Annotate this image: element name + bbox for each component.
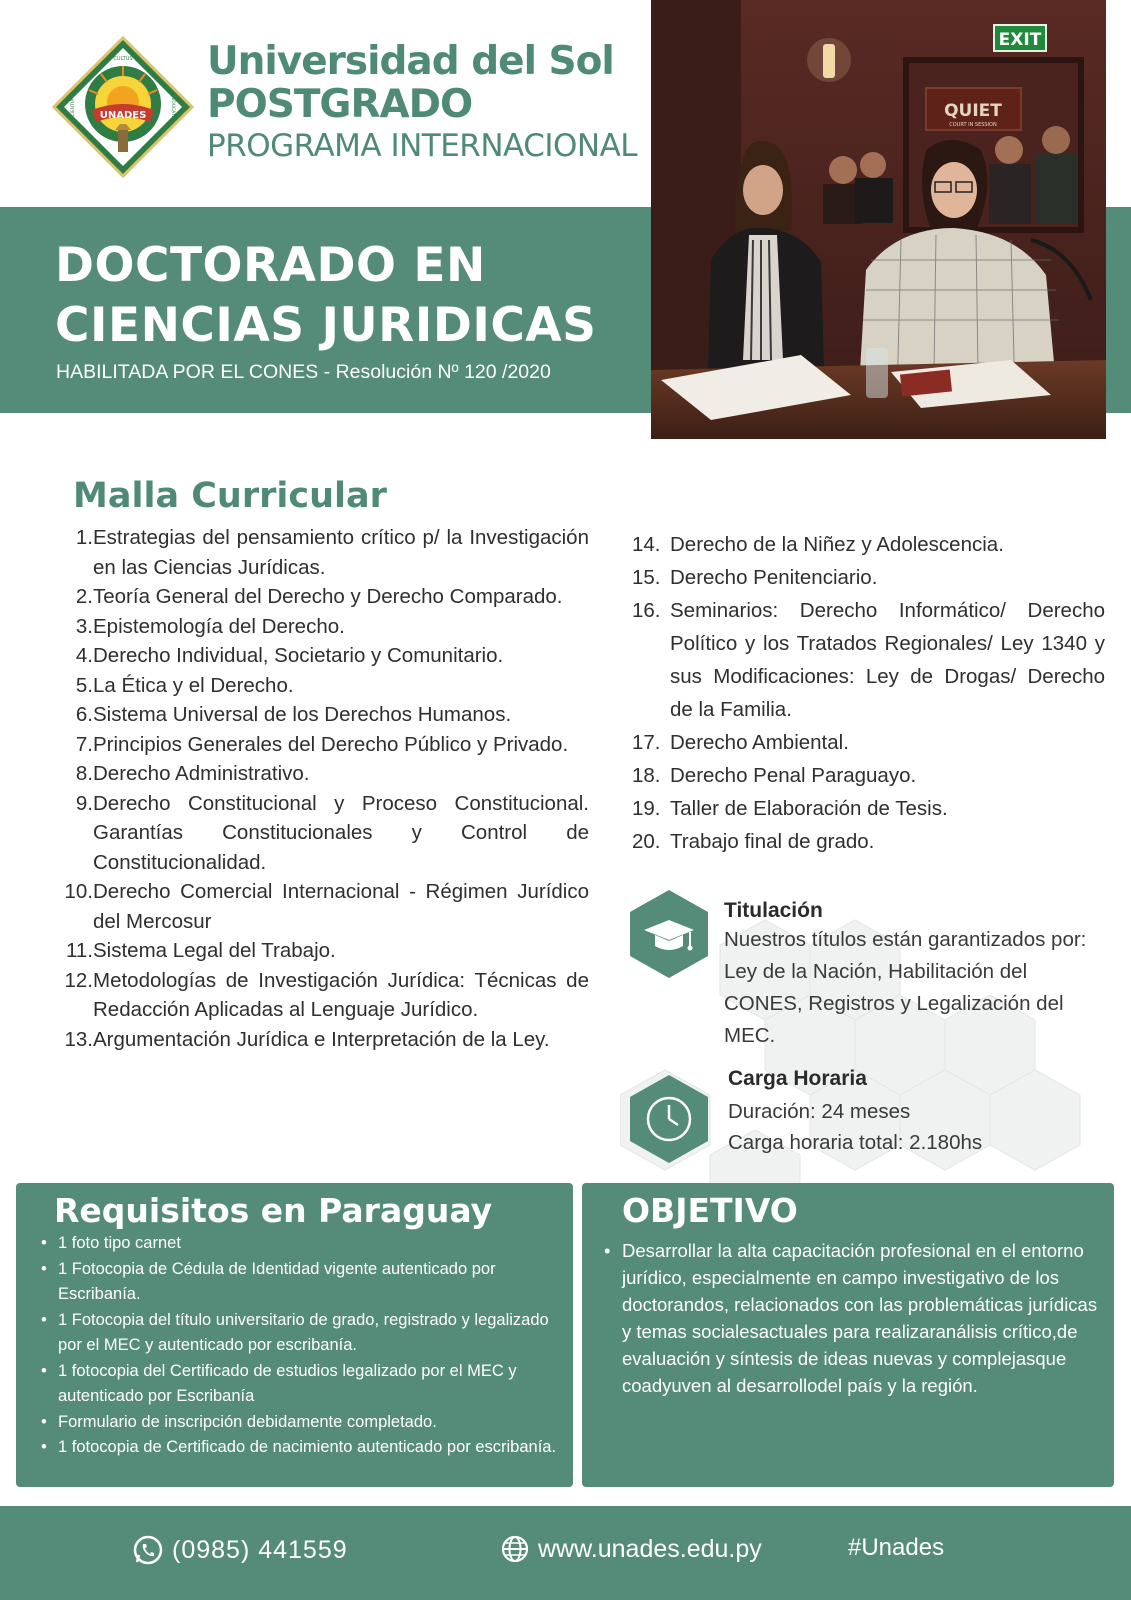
list-item: 7. Principios Generales del Derecho Público y Privado. <box>75 732 569 756</box>
duration-text: Duración: 24 meses <box>728 1100 911 1123</box>
quiet-sign-sub: COURT IN SESSION <box>949 122 997 128</box>
bullet-icon: • <box>604 1240 611 1261</box>
cones-resolution: HABILITADA POR EL CONES - Resolución Nº 120 /2020 <box>56 361 551 383</box>
objetivo-text-wrap <box>604 1237 1102 1399</box>
list-item: 13. Argumentación Jurídica e Interpretación de la Ley. <box>64 1027 550 1051</box>
list-item: 11. Sistema Legal del Trabajo. <box>66 939 336 962</box>
logo-ring-top: CULTUS <box>113 56 133 62</box>
unades-logo <box>52 36 194 178</box>
hashtag: #Unades <box>848 1534 945 1561</box>
list-item: 12. Metodologías de Investigación Jurídica: Técnicas de Redacción Aplicadas al Lenguaje Jurídico. <box>64 968 589 1021</box>
list-item: 3. Epistemología del Derecho. <box>75 614 345 638</box>
doctorate-title-line2: CIENCIAS JURIDICAS <box>55 298 597 353</box>
clock-icon <box>628 1073 710 1165</box>
list-item: 17. Derecho Ambiental. <box>632 731 849 754</box>
phone-number: (0985) 441559 <box>172 1535 348 1564</box>
website-url: www.unades.edu.py <box>538 1534 762 1563</box>
list-item: • 1 fotocopia de Certificado de nacimiento autenticado por escribanía. <box>40 1435 560 1461</box>
phone-contact[interactable] <box>132 1534 348 1566</box>
list-item: 5. La Ética y el Derecho. <box>75 673 294 697</box>
globe-icon <box>500 1534 530 1564</box>
list-item: • 1 Fotocopia de Cédula de Identidad vigente autenticado por Escribanía. <box>40 1257 560 1308</box>
logo-badge-text: UNADES <box>99 110 147 121</box>
curriculum-list-right <box>632 528 1105 858</box>
quiet-sign: QUIET <box>944 101 1002 121</box>
list-item: 14. Derecho de la Niñez y Adolescencia. <box>632 533 1004 556</box>
carga-horaria-text <box>728 1096 982 1158</box>
list-item: 6. Sistema Universal de los Derechos Humanos. <box>75 703 512 726</box>
objetivo-text: Desarrollar la alta capacitación profesional en el entorno jurídico, especialmente en campo investigativo de los doctorandos, relacionados con las problemáticas jurídicas y temas socialesactuales para realizaranálisis crítico,de evaluación y síntesis de ideas nuevas y complejasque coadyuven al desarrollodel país y la región. <box>622 1240 1098 1396</box>
logo-ring-right: EDUCATIO <box>170 97 175 121</box>
list-item: 16. Seminarios: Derecho Informático/ Derecho Político y los Tratados Regionales/ Ley 1340 y sus Modificaciones: Ley de Drogas/ Derecho de la Familia. <box>632 599 1105 721</box>
list-item: 2. Teoría General del Derecho y Derecho Comparado. <box>75 585 563 608</box>
graduation-cap-icon <box>628 888 710 980</box>
footer <box>0 1506 1131 1600</box>
doctorate-title-line1: DOCTORADO EN <box>55 238 486 293</box>
list-item: 4. Derecho Individual, Societario y Comunitario. <box>75 644 504 667</box>
list-item: • 1 Fotocopia del título universitario de grado, registrado y legalizado por el MEC y autenticado por escribanía. <box>40 1308 560 1359</box>
list-item: 18. Derecho Penal Paraguayo. <box>632 764 917 787</box>
postgrado-label: POSTGRADO <box>207 82 473 127</box>
titulacion-title: Titulación <box>724 899 823 922</box>
objetivo-title: OBJETIVO <box>622 1191 798 1230</box>
requisitos-card <box>16 1183 573 1487</box>
curriculum-list-left <box>56 523 589 1054</box>
list-item: 19. Taller de Elaboración de Tesis. <box>632 797 948 820</box>
logo-ring-left: SCIENTIA <box>71 98 76 120</box>
website-link[interactable] <box>500 1534 762 1564</box>
list-item: • 1 fotocopia del Certificado de estudios legalizado por el MEC y autenticado por Escribanía <box>40 1359 560 1410</box>
list-item: 1. Estrategias del pensamiento crítico p/ la Investigación en las Ciencias Jurídicas. <box>75 526 589 579</box>
carga-horaria-title: Carga Horaria <box>728 1067 867 1090</box>
list-item: 10. Derecho Comercial Internacional - Régimen Jurídico del Mercosur <box>64 880 589 933</box>
requisitos-title: Requisitos en Paraguay <box>54 1191 493 1230</box>
total-hours-text: Carga horaria total: 2.180hs <box>728 1131 983 1154</box>
university-heading <box>207 40 637 166</box>
list-item: 20. Trabajo final de grado. <box>632 830 875 853</box>
program-label: PROGRAMA INTERNACIONAL <box>207 128 638 164</box>
list-item: • Formulario de inscripción debidamente completado. <box>40 1410 560 1436</box>
objetivo-card <box>582 1183 1114 1487</box>
malla-curricular-title: Malla Curricular <box>73 476 387 516</box>
list-item: • 1 foto tipo carnet <box>40 1231 560 1257</box>
list-item: 8. Derecho Administrativo. <box>75 762 310 785</box>
titulacion-text: Nuestros títulos están garantizados por: Ley de la Nación, Habilitación del CONES, Registros y Legalización del MEC. <box>724 928 1087 1047</box>
doctorate-title <box>55 236 597 356</box>
requisitos-list <box>40 1231 560 1461</box>
whatsapp-icon <box>132 1534 164 1566</box>
university-name: Universidad del Sol <box>207 39 614 84</box>
exit-sign: EXIT <box>998 30 1042 50</box>
list-item: 15. Derecho Penitenciario. <box>632 566 878 589</box>
courtroom-photo <box>651 0 1106 439</box>
list-item: 9. Derecho Constitucional y Proceso Constitucional. Garantías Constitucionales y Control de Constitucionalidad. <box>75 791 589 874</box>
